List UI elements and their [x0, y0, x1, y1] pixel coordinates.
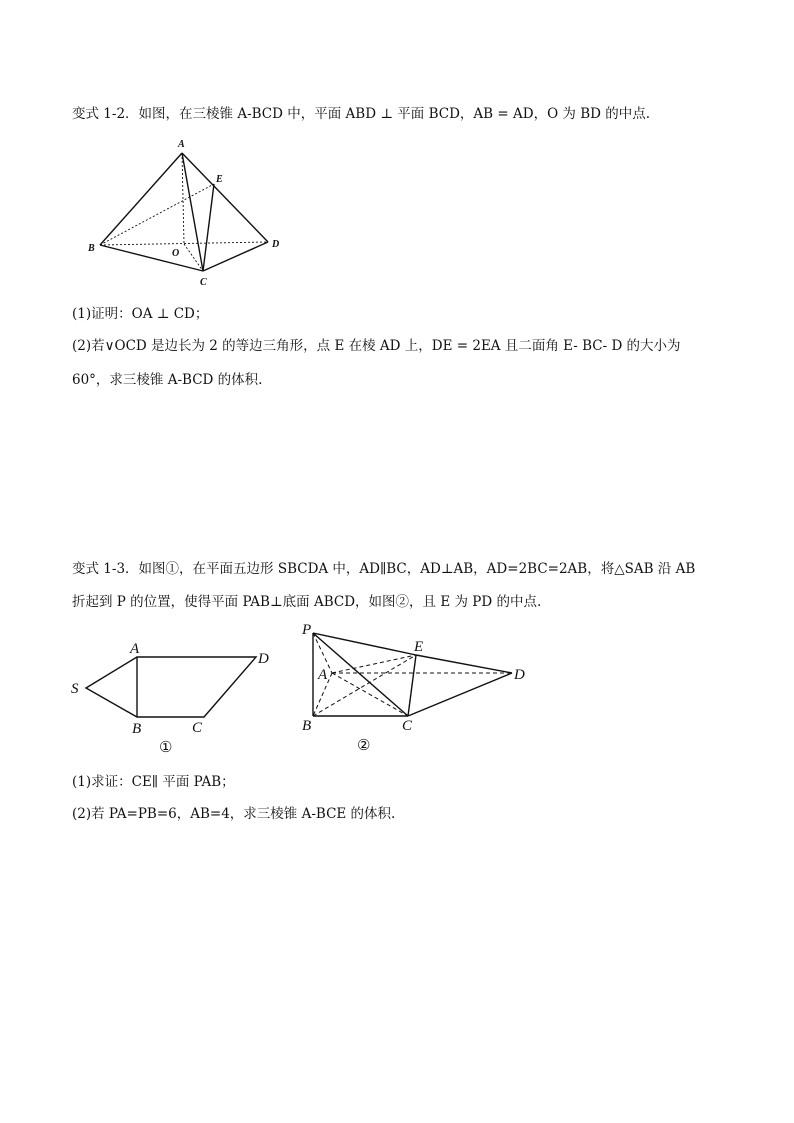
label-C: C: [200, 277, 207, 288]
segment-CE: [408, 655, 416, 716]
label-A: A: [130, 641, 140, 657]
problem1-q2-line2: 60°，求三棱锥 A-BCD 的体积.: [72, 372, 263, 388]
edge-CD: [408, 673, 512, 716]
label-B: B: [88, 243, 95, 254]
hidden-segment-BE: [313, 655, 416, 716]
label-D: D: [258, 651, 269, 667]
pentagon-figure: [66, 636, 286, 758]
label-A: A: [318, 667, 328, 683]
folded-pyramid-figure: [296, 618, 536, 758]
segment-ED: [416, 655, 512, 673]
edge-CD: [203, 242, 268, 271]
label-E: E: [216, 174, 223, 185]
caption-2: ②: [357, 738, 371, 754]
label-C: C: [192, 720, 203, 736]
hidden-segment-AO: [182, 153, 184, 244]
edge-BC: [100, 245, 203, 271]
segment-PE: [313, 633, 416, 655]
label-D: D: [272, 239, 280, 250]
label-O: O: [172, 248, 180, 259]
label-A: A: [178, 139, 185, 150]
hidden-segment-AE: [332, 655, 416, 673]
pentagon-outline: [86, 657, 256, 717]
pyramid-figure: [80, 132, 290, 292]
problem1-q2-line1: (2)若∨OCD 是边长为 2 的等边三角形，点 E 在棱 AD 上，DE = 2EA 且二面角 E- BC- D 的大小为: [72, 338, 681, 354]
label-S: S: [71, 681, 79, 697]
label-C: C: [402, 718, 413, 734]
caption-1: ①: [159, 740, 173, 756]
problem2-intro-line2: 折起到 P 的位置，使得平面 PAB⊥底面 ABCD，如图②，且 E 为 PD 的中点.: [72, 594, 542, 610]
problem2-q1: (1)求证：CE∥ 平面 PAB；: [72, 774, 235, 790]
problem1-q1: (1)证明：OA ⊥ CD；: [72, 306, 209, 322]
label-P: P: [302, 622, 312, 638]
edge-PC: [313, 633, 408, 716]
label-D: D: [514, 667, 525, 683]
problem1-intro: 变式 1-2．如图，在三棱锥 A-BCD 中，平面 ABD ⊥ 平面 BCD，AB = AD，O 为 BD 的中点.: [72, 106, 651, 122]
hidden-segment-AC: [332, 673, 408, 716]
problem2-intro-line1: 变式 1-3．如图①，在平面五边形 SBCDA 中，AD∥BC，AD⊥AB，AD=2BC=2AB，将△SAB 沿 AB: [72, 561, 696, 577]
label-B: B: [132, 721, 142, 737]
label-E: E: [414, 639, 424, 655]
edge-AB: [100, 153, 182, 245]
segment-EC: [203, 184, 214, 271]
problem2-q2: (2)若 PA=PB=6，AB=4，求三棱锥 A-BCE 的体积.: [72, 806, 396, 822]
label-B: B: [302, 718, 312, 734]
